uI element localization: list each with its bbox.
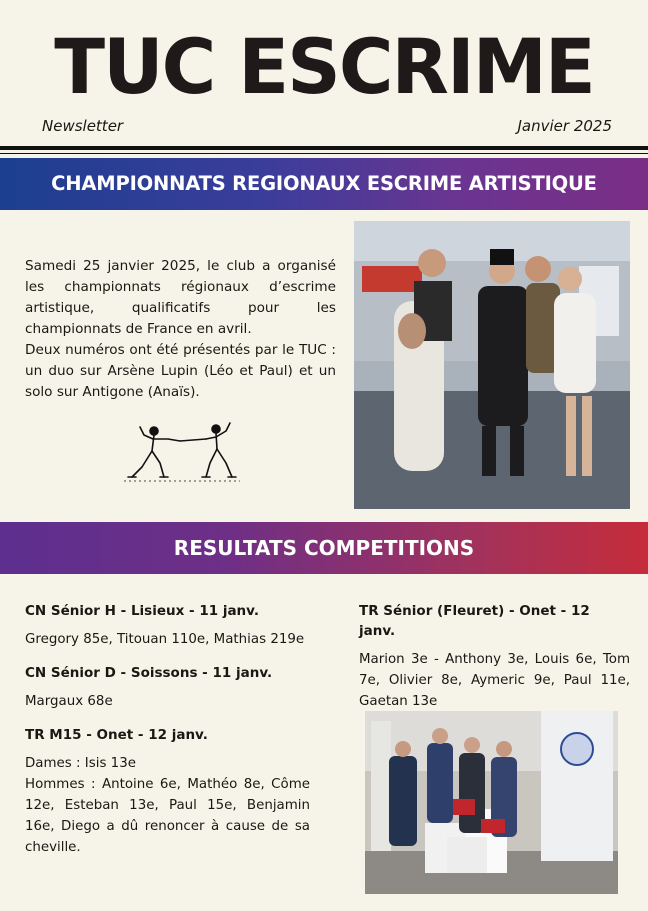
fencers-illustration [120, 417, 245, 485]
result-text: Margaux 68e [25, 694, 113, 709]
issue-date: Janvier 2025 [517, 117, 612, 135]
result-title: TR Sénior (Fleuret) - Onet - 12 janv. [359, 603, 590, 639]
result-block [25, 601, 310, 650]
result-text: Hommes : Antoine 6e, Mathéo 8e, Côme 12e, Esteban 13e, Paul 15e, Benjamin 16e, Diego a dû renoncer à cause de sa cheville. [25, 777, 310, 855]
result-title: CN Sénior H - Lisieux - 11 janv. [25, 603, 259, 619]
result-title: CN Sénior D - Soissons - 11 janv. [25, 665, 273, 681]
intro-text [25, 256, 336, 403]
section-banner-championnats: CHAMPIONNATS REGIONAUX ESCRIME ARTISTIQUE [0, 158, 648, 210]
photo-podium [365, 711, 618, 894]
header-rule-thin [0, 153, 648, 154]
results-column-right [359, 601, 630, 725]
result-block [25, 663, 310, 712]
intro-paragraph-2: Deux numéros ont été présentés par le TUC : un duo sur Arsène Lupin (Léo et Paul) et un solo sur Antigone (Anaïs). [25, 342, 336, 400]
photo-artistic-fencers [354, 221, 630, 509]
result-block [359, 601, 630, 712]
header-rule-thick [0, 146, 648, 150]
result-text: Gregory 85e, Titouan 110e, Mathias 219e [25, 632, 305, 647]
result-text: Dames : Isis 13e [25, 756, 136, 771]
newsletter-label: Newsletter [42, 117, 124, 135]
result-text: Marion 3e - Anthony 3e, Louis 6e, Tom 7e, Olivier 8e, Aymeric 9e, Paul 11e, Gaetan 13e [359, 652, 630, 709]
newsletter-title: TUC ESCRIME [54, 22, 594, 111]
result-title: TR M15 - Onet - 12 janv. [25, 727, 208, 743]
section-banner-resultats: RESULTATS COMPETITIONS [0, 522, 648, 574]
intro-paragraph-1: Samedi 25 janvier 2025, le club a organisé les championnats régionaux d’escrime artistique, qualificatifs pour les championnats de France en avril. [25, 258, 336, 337]
result-block [25, 725, 310, 858]
results-column-left [25, 601, 310, 871]
